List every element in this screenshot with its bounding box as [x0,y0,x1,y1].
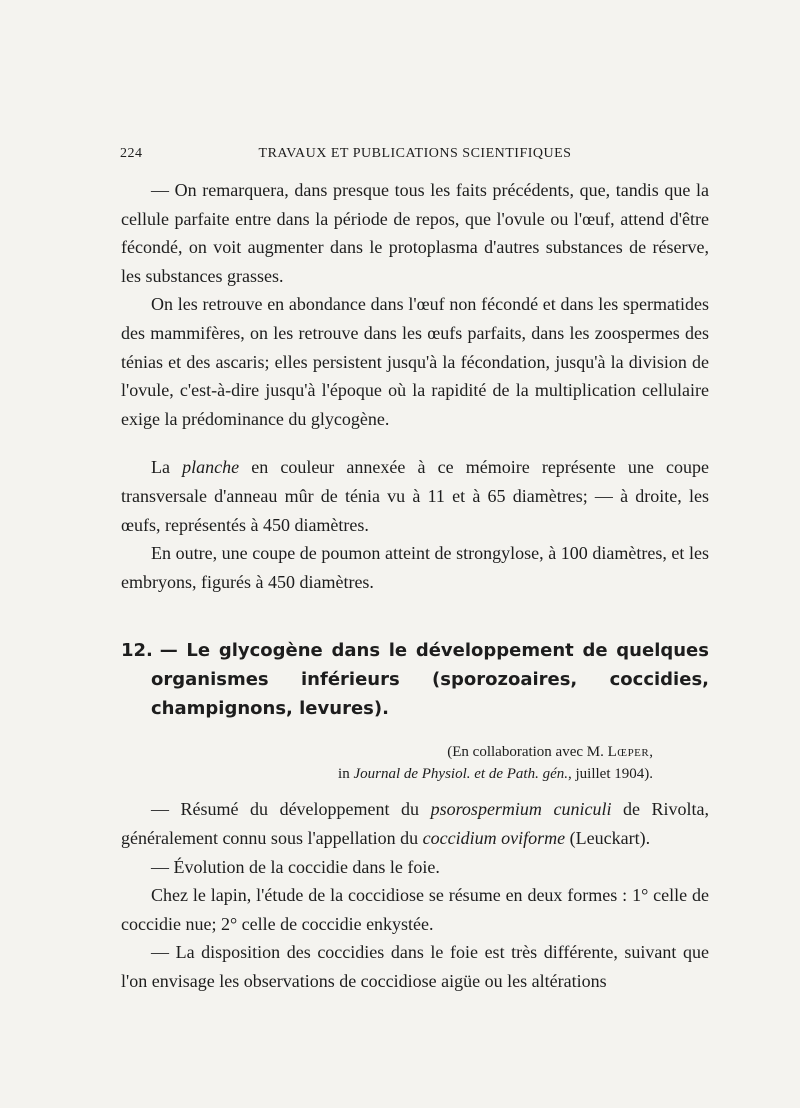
paragraph-fat-substances: On les retrouve en abondance dans l'œuf non fécondé et dans les spermatides des mammifères, on les retrouve dans les œufs parfaits, dans les zoospermes des ténias et des ascaris; elles persistent jusqu'à la fécondation, jusqu'à la division de l'ovule, c'est-à-dire jusqu'à l'époque où la rapidité de la multiplication cellulaire exige la prédominance du glycogène. [121,294,709,429]
running-title: TRAVAUX ET PUBLICATIONS SCIENTIFIQUES [258,146,572,161]
page-number: 224 [120,146,143,161]
collaboration-note [121,741,709,785]
plate-term: planche [182,457,240,478]
page-body [121,176,709,995]
section-title: — Le glycogène dans le développement de quelques organismes inférieurs (sporozoaires, coccidies, champignons, levures). [151,640,709,720]
paragraph-lung-section: En outre, une coupe de poumon atteint de strongylose, à 100 diamètres, et les embryons, figurés à 450 diamètres. [121,543,709,592]
section-heading [121,636,709,723]
species-name-1: psorospermium cuniculi [430,799,612,820]
paragraph-plate: La planche en couleur annexée à ce mémoire représente une coupe transversale d'anneau mûr de ténia vu à 11 et à 65 diamètres; — à droite, les œufs, représentés à 450 diamètres. [121,457,709,535]
collaboration-line-1: (En collaboration avec M. Lœper, [447,744,653,761]
collaborator-name: Lœper [607,744,650,761]
section-number: 12. [121,640,153,662]
paragraph-evolution: — Évolution de la coccidie dans le foie. [151,856,440,877]
paragraph-summary: — Résumé du développement du psorospermium cuniculi de Rivolta, généralement connu sous l'appellation du coccidium oviforme (Leuckart). [121,799,709,848]
species-name-2: coccidium oviforme [422,827,566,848]
paragraph-rabbit: Chez le lapin, l'étude de la coccidiose se résume en deux formes : 1° celle de coccidie nue; 2° celle de coccidie enkystée. [121,885,709,934]
collaboration-line-2: in Journal de Physiol. et de Path. gén., juillet 1904). [338,766,653,783]
journal-name: Journal de Physiol. et de Path. gén. [353,766,568,783]
paragraph-disposition: — La disposition des coccidies dans le foie est très différente, suivant que l'on envisage les observations de coccidiose aigüe ou les altérations [121,942,709,991]
paragraph-glycogen-reserve: — On remarquera, dans presque tous les faits précédents, que, tandis que la cellule parfaite entre dans la période de repos, que l'ovule ou l'œuf, attend d'être fécondé, on voit augmenter dans le protoplasma d'autres substances de réserve, les substances grasses. [121,180,709,286]
